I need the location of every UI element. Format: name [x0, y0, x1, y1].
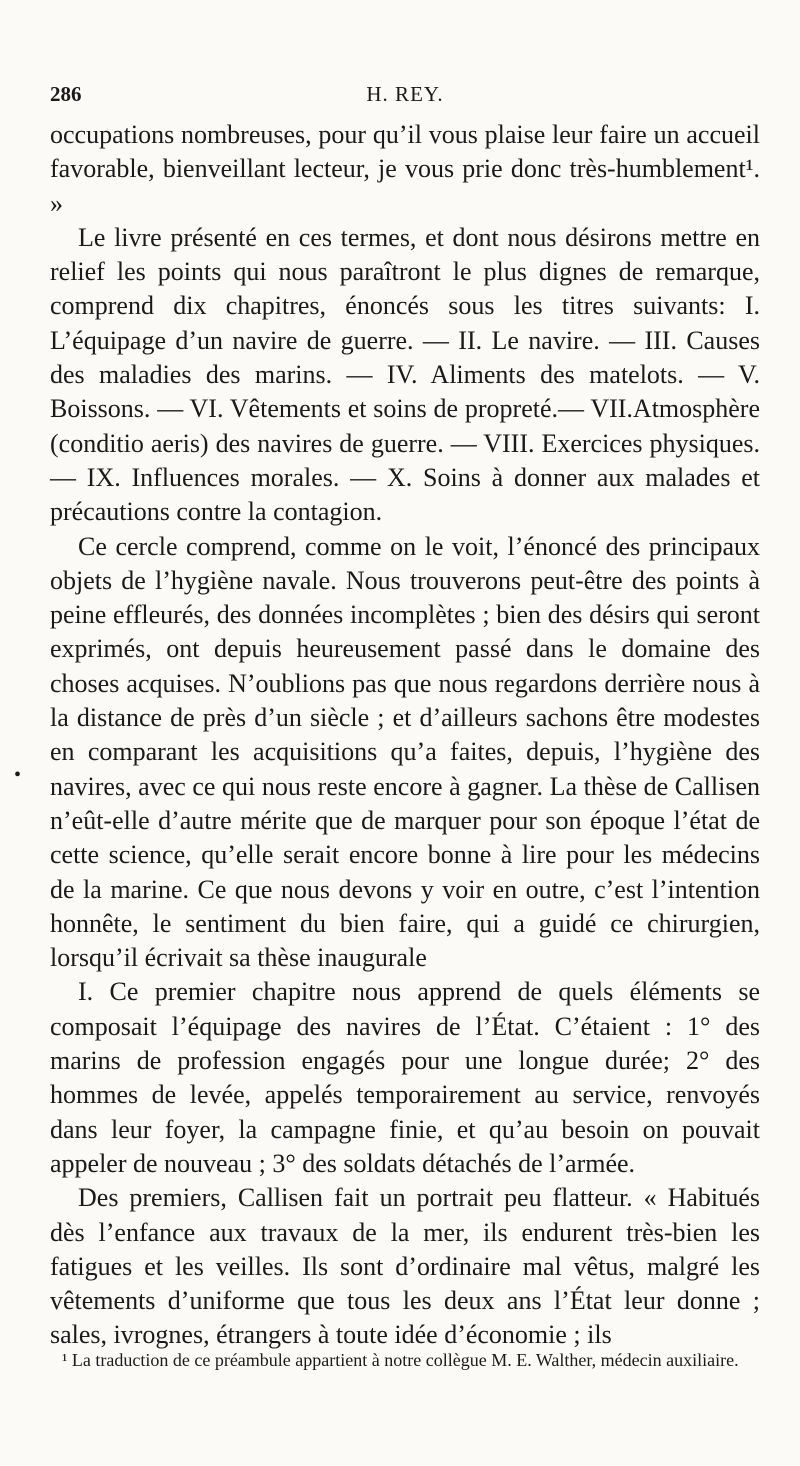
paragraph: Le livre présenté en ces termes, et dont nous désirons mettre en relief les points qui nous paraîtront le plus dignes de remarque, comprend dix chapitres, énoncés sous les titres suivants: I. L’équipage d’un navire de guerre. — II. Le navire. — III. Causes des maladies des marins. — IV. Aliments des matelots. — V. Boissons. — VI. Vêtements et soins de propreté.— VII.Atmosphère (conditio aeris) des navires de guerre. — VIII. Exercices physiques. — IX. Influences morales. — X. Soins à donner aux malades et précautions contre la contagion.: [50, 222, 760, 527]
margin-mark: •: [14, 764, 22, 786]
paragraph: Ce cercle comprend, comme on le voit, l’énoncé des principaux objets de l’hygiène navale. Nous trouverons peut-être des points à peine effleurés, des données incomplètes ; bien des désirs qui seront exprimés, ont depuis heureusement passé dans le domaine des choses acquises. N’oublions pas que nous regardons derrière nous à la distance de près d’un siècle ; et d’ailleurs sachons être modestes en comparant les acquisitions qu’a faites, depuis, l’hygiène des navires, avec ce qui nous reste encore à gagner. La thèse de Callisen n’eût-elle d’autre mérite que de marquer pour son époque l’état de cette science, qu’elle serait encore bonne à lire pour les médecins de la marine. Ce que nous devons y voir en outre, c’est l’intention honnête, le sentiment du bien faire, qui a guidé ce chirurgien, lorsqu’il écrivait sa thèse inaugurale: [50, 531, 760, 973]
footnote: [50, 1348, 760, 1373]
paragraph: occupations nombreuses, pour qu’il vous plaise leur faire un accueil favorable, bienveillant lecteur, je vous prie donc très-humblement¹. »: [50, 120, 760, 218]
paragraph: I. Ce premier chapitre nous apprend de quels éléments se composait l’équipage des navires de l’État. C’étaient : 1° des marins de profession engagés pour une longue durée; 2° des hommes de levée, appelés temporairement au service, renvoyés dans leur foyer, la campagne finie, et qu’au besoin on pouvait appeler de nouveau ; 3° des soldats détachés de l’armée.: [50, 977, 760, 1178]
footnote-text: ¹ La traduction de ce préambule appartient à notre collègue M. E. Walther, médecin auxiliaire.: [62, 1350, 739, 1370]
page-number: 286: [50, 82, 82, 106]
body-text: [50, 118, 760, 1353]
paragraph: Des premiers, Callisen fait un portrait peu flatteur. « Habitués dès l’enfance aux travaux de la mer, ils endurent très-bien les fatigues et les veilles. Ils sont d’ordinaire mal vêtus, malgré les vêtements d’uniforme que tous les deux ans l’État leur donne ; sales, ivrognes, étrangers à toute idée d’économie ; ils: [50, 1183, 760, 1350]
running-title: H. REY.: [366, 82, 444, 106]
page-header: [50, 82, 760, 118]
